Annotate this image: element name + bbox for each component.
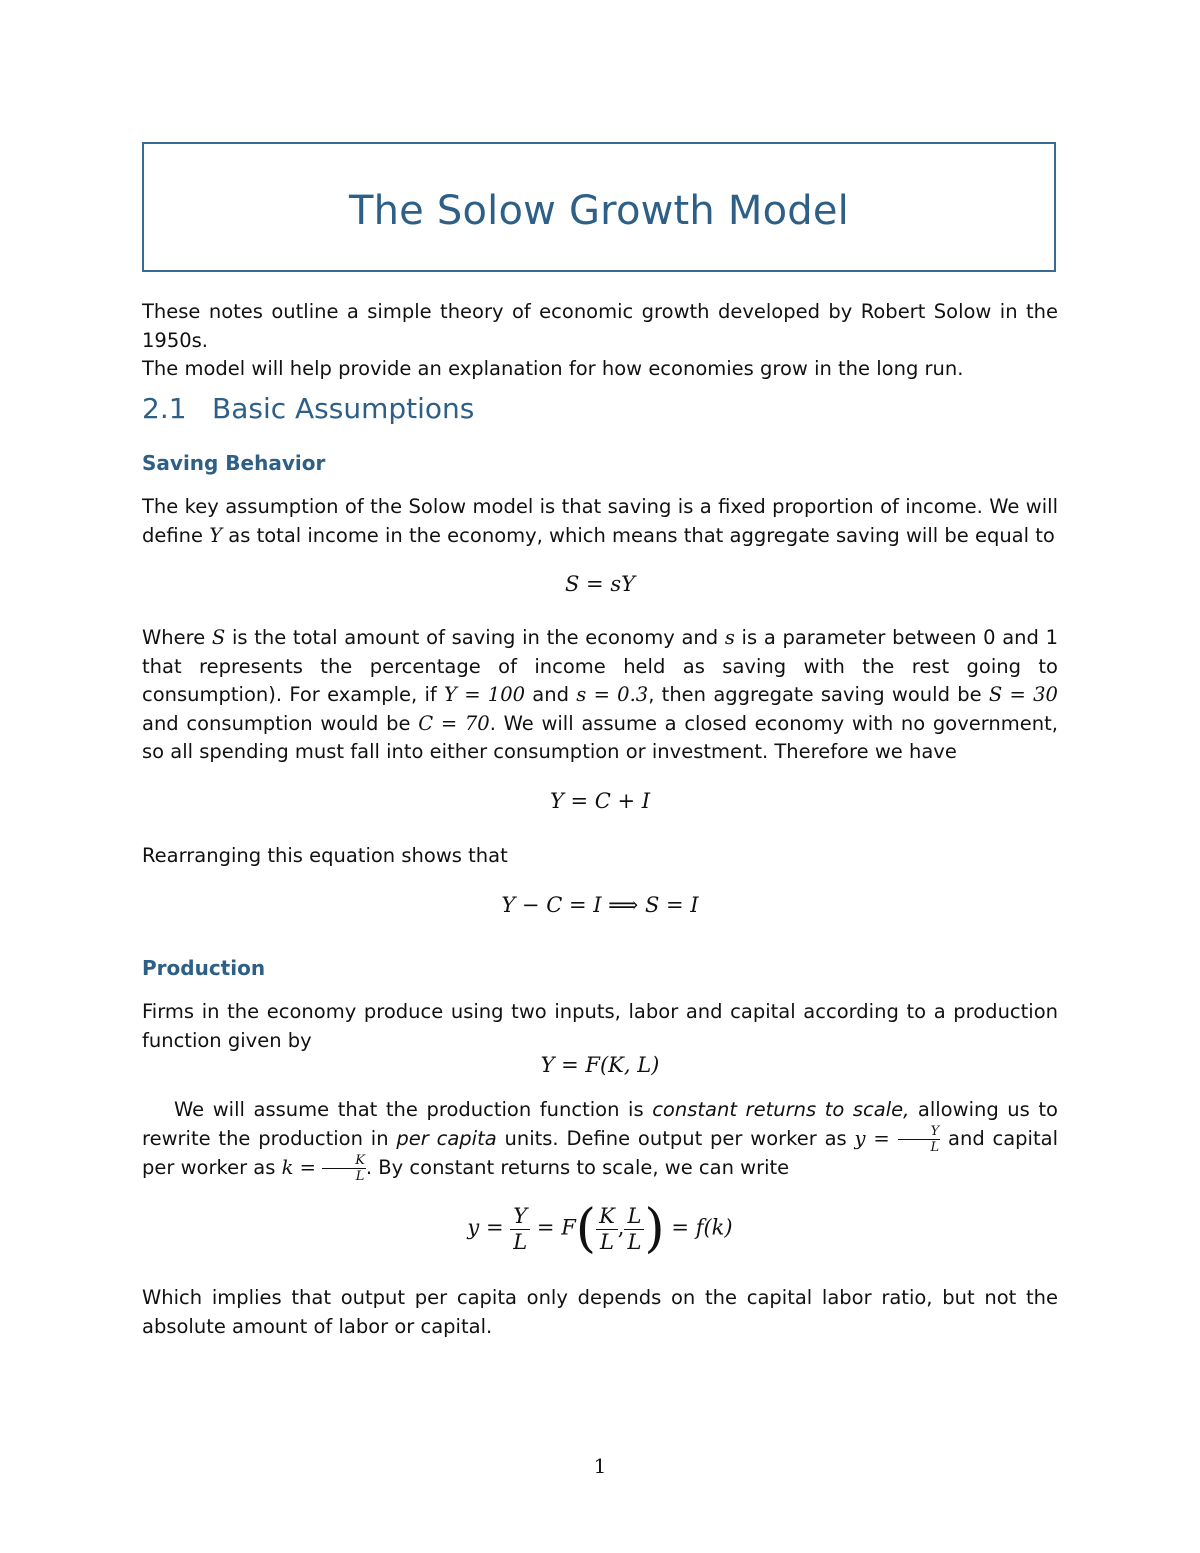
text-run: , then aggregate saving would be: [648, 683, 989, 706]
math-var: Y: [209, 523, 223, 547]
text-run: and: [525, 683, 577, 706]
production-paragraph-1: Firms in the economy produce using two inputs, labor and capital according to a production function given by: [142, 1000, 1058, 1052]
saving-paragraph-1: [142, 493, 1058, 550]
text-run: The key assumption of the Solow model is that saving is a fixed proportion of income. We will define: [142, 495, 1058, 547]
section-number: 2.1: [142, 392, 187, 425]
production-paragraph-3: Which implies that output per capita only depends on the capital labor ratio, but not the absolute amount of labor or capital.: [142, 1286, 1058, 1338]
fraction-numerator: K: [596, 1206, 618, 1230]
fraction-y-over-l: [898, 1125, 941, 1154]
intro-line-1: These notes outline a simple theory of economic growth developed by Robert Solow in the 1950s.: [142, 300, 1058, 352]
math-inline-k: [281, 1152, 366, 1184]
math-inline: s = 0.3: [576, 683, 649, 706]
math-inline: S = 30: [988, 683, 1058, 706]
fraction-denominator: L: [599, 1229, 614, 1254]
text-run: . By constant returns to scale, we can write: [365, 1155, 790, 1179]
intro-line-2: The model will help provide an explanation for how economies grow in the long run.: [142, 357, 964, 380]
production-paragraph-2: [142, 1096, 1058, 1183]
text-run: units. Define output per worker as: [496, 1126, 855, 1150]
math-var: y: [854, 1126, 866, 1150]
text-run: . We will assume a closed economy with no government, so all spending must fall into either consumption or investment. Therefore we have: [142, 711, 1058, 763]
saving-paragraph-3: Rearranging this equation shows that: [142, 844, 508, 867]
math-inline: Y = 100: [444, 683, 526, 706]
fraction-K-over-L: [596, 1203, 618, 1254]
equation-saving-investment: Y − C = I ⟹ S = I: [501, 893, 699, 917]
math-expression: f(k): [695, 1215, 733, 1240]
math-inline: C = 70: [418, 711, 490, 735]
comma: ,: [617, 1215, 625, 1240]
math-var: k: [281, 1155, 294, 1179]
fraction-Y-over-L: [510, 1203, 530, 1254]
section-heading: [142, 392, 474, 425]
math-var: s: [724, 626, 735, 649]
fraction-denominator: L: [513, 1229, 528, 1254]
subsection-production-heading: Production: [142, 956, 266, 980]
emphasis-text: constant returns to scale,: [652, 1098, 910, 1121]
fraction-denominator: L: [930, 1139, 940, 1155]
math-var: F: [561, 1215, 576, 1240]
equation-income-identity: Y = C + I: [549, 789, 651, 813]
math-inline-y: [854, 1123, 941, 1155]
title-box: [142, 142, 1056, 272]
text-run: We will assume that the production function is: [174, 1098, 653, 1121]
text-run: allowing us to rewrite the production in: [142, 1098, 1058, 1150]
equation-saving: S = sY: [565, 572, 635, 596]
fraction-denominator: L: [627, 1229, 642, 1254]
math-operator: =: [865, 1126, 898, 1150]
fraction-k-over-l: [322, 1154, 366, 1183]
document-title: The Solow Growth Model: [349, 188, 849, 234]
fraction-denominator: L: [355, 1168, 365, 1184]
section-title: Basic Assumptions: [212, 392, 475, 425]
fraction-numerator: L: [624, 1206, 644, 1230]
right-paren: ): [644, 1199, 665, 1259]
text-run: is a parameter between 0 and 1 that represents the percentage of income held as saving with the rest going to consumption). For example, if: [142, 626, 1058, 706]
text-run: and consumption would be: [142, 711, 419, 735]
equals-sign: =: [485, 1215, 504, 1240]
equals-sign: =: [671, 1215, 690, 1240]
equation-production-function: Y = F(K, L): [540, 1053, 660, 1077]
equation-per-capita: [0, 1199, 1200, 1259]
saving-paragraph-2: [142, 624, 1058, 767]
math-operator: =: [293, 1155, 323, 1179]
fraction-numerator: K: [322, 1154, 366, 1169]
emphasis-text: per capita: [396, 1126, 497, 1150]
fraction-numerator: Y: [898, 1125, 941, 1140]
subsection-saving-heading: Saving Behavior: [142, 451, 326, 475]
fraction-numerator: Y: [510, 1206, 530, 1230]
text-run: as total income in the economy, which means that aggregate saving will be equal to: [222, 523, 1055, 547]
left-paren: (: [575, 1199, 597, 1259]
intro-paragraph: [142, 298, 1058, 384]
math-var: y: [467, 1215, 480, 1240]
equals-sign: =: [536, 1215, 555, 1240]
fraction-L-over-L: [624, 1203, 644, 1254]
math-var: S: [211, 626, 226, 649]
text-run: is the total amount of saving in the economy and: [225, 626, 725, 649]
text-run: Where: [142, 626, 212, 649]
text-run: and capital per worker as: [142, 1126, 1058, 1179]
page-number: 1: [593, 1454, 607, 1478]
